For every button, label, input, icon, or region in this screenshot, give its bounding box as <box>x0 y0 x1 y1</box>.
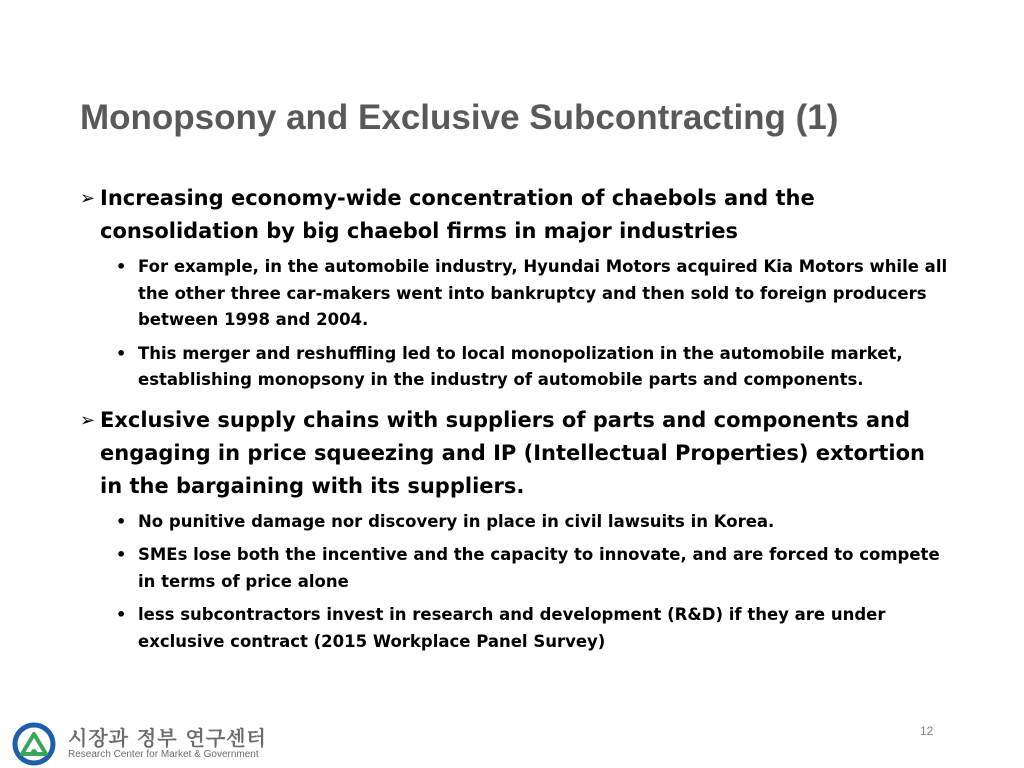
sub-bullet-text: less subcontractors invest in research and development (R&D) if they are under exclusive contract (2015 Workplace Panel Survey) <box>138 605 886 651</box>
logo-emblem-icon <box>12 722 56 766</box>
logo-english-name: Research Center for Market & Government <box>68 749 259 760</box>
main-bullet-text: Increasing economy-wide concentration of chaebols and the consolidation by big chaebol firms in major industries <box>100 186 815 243</box>
main-bullet <box>80 404 950 503</box>
main-bullet-text: Exclusive supply chains with suppliers of parts and components and engaging in price squeezing and IP (Intellectual Properties) extortion in the bargaining with its suppliers. <box>100 407 925 498</box>
arrow-bullet-icon: ➢ <box>80 409 96 431</box>
sub-bullet <box>80 509 950 536</box>
sub-bullet-text: SMEs lose both the incentive and the capacity to innovate, and are forced to compete in terms of price alone <box>138 545 940 591</box>
logo-korean-name: 시장과 정부 연구센터 <box>68 726 267 750</box>
sub-bullet-text: For example, in the automobile industry, Hyundai Motors acquired Kia Motors while all the other three car-makers went into bankruptcy and then sold to foreign producers between 1998 and 2004. <box>138 257 948 329</box>
page-number: 12 <box>920 724 934 738</box>
dot-bullet-icon: • <box>116 605 127 624</box>
sub-bullet <box>80 254 950 334</box>
sub-bullet-list <box>80 254 950 394</box>
dot-bullet-icon: • <box>116 545 127 564</box>
sub-bullet <box>80 602 950 655</box>
dot-bullet-icon: • <box>116 511 127 531</box>
sub-bullet-text: This merger and reshuffling led to local monopolization in the automobile market, establishing monopsony in the industry of automobile parts and components. <box>138 343 903 389</box>
dot-bullet-icon: • <box>116 257 127 276</box>
arrow-bullet-icon: ➢ <box>80 188 96 209</box>
sub-bullet-list <box>80 509 950 656</box>
main-bullet <box>80 182 950 248</box>
slide-title: Monopsony and Exclusive Subcontracting (1) <box>80 98 839 137</box>
sub-bullet-text: No punitive damage nor discovery in place in civil lawsuits in Korea. <box>138 511 775 531</box>
slide-content <box>80 182 950 665</box>
sub-bullet <box>80 542 950 595</box>
dot-bullet-icon: • <box>116 343 127 363</box>
sub-bullet <box>80 341 950 394</box>
organization-logo <box>12 722 272 766</box>
